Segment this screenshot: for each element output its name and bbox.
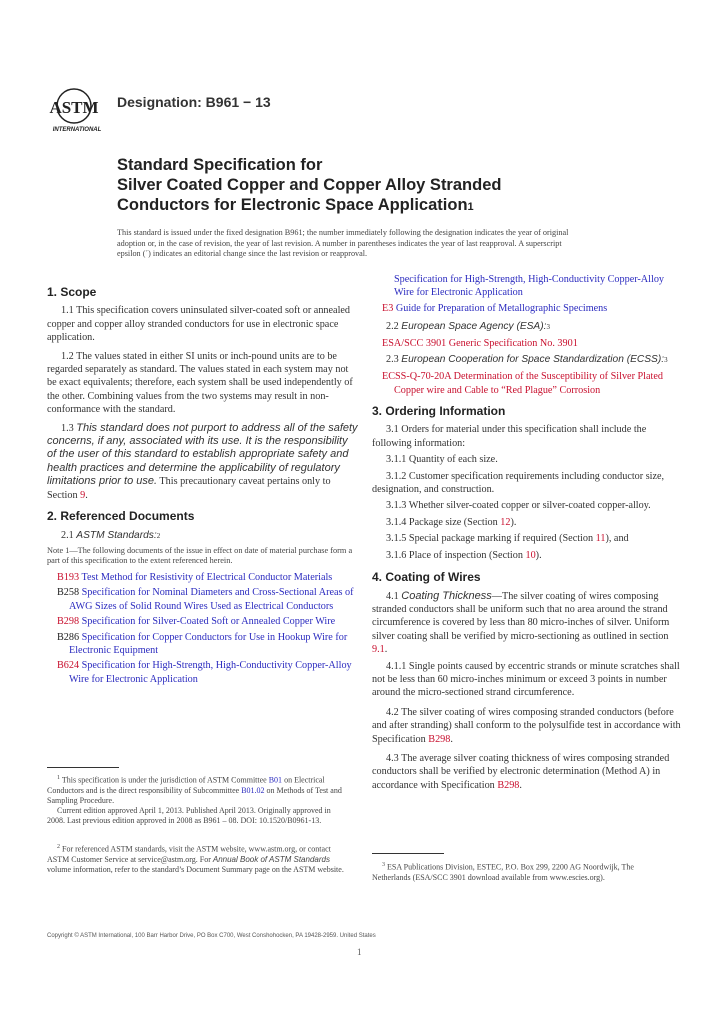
title-line-2: Silver Coated Copper and Copper Alloy Stranded [117, 176, 502, 194]
ref-b298[interactable]: B298 Specification for Silver-Coated Soft or Annealed Copper Wire [57, 616, 336, 628]
title-superscript: 1 [467, 201, 474, 213]
footnote-1-edition: Current edition approved April 1, 2013. Published April 2013. Originally approved in 2008. Last previous edition approved in 2008 as B961 – 08. DOI: 10.1520/B0961-13. [47, 805, 331, 825]
section-2-heading: 2. Referenced Documents [47, 509, 195, 524]
link-section-9-1[interactable]: 9.1 [372, 644, 385, 656]
link-section-11[interactable]: 11 [595, 533, 606, 545]
para-4-2: 4.2 The silver coating of wires composing stranded conductors (before and after stranding) shall conform to the polysulfide test in accordance with Specification B298. [372, 706, 681, 745]
para-2-1: 2.1 ASTM Standards:2 [61, 529, 161, 541]
page-title [117, 155, 537, 217]
para-4-1: 4.1 Coating Thickness—The silver coating of wires composing stranded conductors shall be uniform such that no area around the strand circumference is covered by less than 80 micro-inches of silver. Uniform silver coating shall be verified by micro-sectioning as outlined in section 9.1. [372, 589, 670, 656]
link-section-12[interactable]: 12 [500, 516, 511, 528]
footnote-1: $^1$ This specification is under the jurisdiction of ASTM Committee B01 on Electrical Conductors and is the direct responsibility of Subcommittee B01.02 on Methods of Test and Sampling Procedure. Current edition approved April 1, 2013. Published April 2013. Originally approved in 2008. Last previous edition approved in 2008 as B961 – 08. DOI: 10.1520/B0961-13. [47, 773, 347, 826]
designation: Designation: B961 − 13 [117, 94, 271, 110]
para-3-1-5: 3.1.5 Special package marking if required (Section 11), and [386, 533, 629, 545]
ref-b286[interactable]: B286 Specification for Copper Conductors for Use in Hookup Wire for Electronic Equipment [57, 631, 348, 656]
para-3-1-4: 3.1.4 Package size (Section 12). [386, 516, 517, 528]
link-b298-a[interactable]: B298 [428, 733, 451, 745]
astm-logo [48, 86, 110, 134]
right-column [372, 273, 684, 795]
para-3-1-6: 3.1.6 Place of inspection (Section 10). [386, 549, 542, 561]
para-1-3: 1.3 This standard does not purport to address all of the safety concerns, if any, associated with its use. It is the responsibility of the user of this standard to establish appropriate safety and health practices and determine the applicability of regulatory limitations prior to use. This precautionary caveat pertains only to Section 9. [47, 421, 358, 501]
link-section-9[interactable]: 9 [80, 489, 86, 501]
ref-e3[interactable]: E3 Guide for Preparation of Metallographic Specimens [382, 302, 608, 314]
ref-b624-continued[interactable]: Specification for High-Strength, High-Conductivity Copper-Alloy Wire for Electronic Application [394, 273, 665, 299]
left-column [47, 285, 359, 685]
footnote-rule-right [372, 853, 444, 854]
section-4-heading: 4. Coating of Wires [372, 570, 481, 585]
title-line-1: Standard Specification for [117, 156, 323, 174]
svg-text:INTERNATIONAL: INTERNATIONAL [52, 127, 102, 133]
svg-text:ASTM: ASTM [49, 98, 99, 117]
para-1-1: 1.1 This specification covers uninsulated silver-coated soft or annealed copper and copper alloy stranded conductors for use in electronic space application. [47, 305, 351, 344]
para-3-1-2: 3.1.2 Customer specification requirements including conductor size, designation, and construction. [372, 470, 665, 496]
para-4-1-1: 4.1.1 Single points caused by eccentric strands or minute scratches shall not be less than 60 micro-inches minimum or exceed 3 points in number around the micro-sectioned strand circumference. [372, 660, 680, 699]
title-line-3: Conductors for Electronic Space Application1 [117, 196, 474, 214]
copyright-footer: Copyright © ASTM International, 100 Barr Harbor Drive, PO Box C700, West Conshohocken, PA 19428-2959. United States [47, 933, 376, 939]
para-3-1-1: 3.1.1 Quantity of each size. [386, 454, 498, 466]
ref-ecss-q-70-20a[interactable]: ECSS-Q-70-20A Determination of the Susceptibility of Silver Plated Copper wire and Cable to “Red Plague” Corrosion [382, 371, 663, 396]
note-1: Note 1—The following documents of the issue in effect on date of material purchase form a part of this specification to the extent referenced herein. [47, 545, 353, 566]
link-b01-02[interactable]: B01.02 [241, 785, 265, 795]
footnote-rule-left [47, 767, 119, 768]
ref-b258[interactable]: B258 Specification for Nominal Diameters and Cross-Sectional Areas of AWG Sizes of Solid Round Wires Used as Electrical Conductors [57, 587, 354, 612]
para-3-1: 3.1 Orders for material under this specification shall include the following information: [372, 424, 647, 449]
astm-reference-list [47, 571, 359, 685]
link-b298-b[interactable]: B298 [497, 779, 520, 791]
issue-note: This standard is issued under the fixed designation B961; the number immediately following the designation indicates the year of original adoption or, in the case of revision, the year of last revision. A number in parentheses indicates the year of last reapproval. A superscript epsilon (´) indicates an editorial change since the last revision or reapproval. [117, 228, 569, 258]
para-2-2: 2.2 European Space Agency (ESA):3 [386, 321, 550, 333]
ref-b624[interactable]: B624 Specification for High-Strength, High-Conductivity Copper-Alloy Wire for Electronic Application [57, 660, 352, 685]
footnote-3: $^3$ ESA Publications Division, ESTEC, P.O. Box 299, 2200 AG Noordwijk, The Netherlands (ESA/SCC 3901 download available from www.escies.org). [372, 862, 634, 882]
para-1-2: 1.2 The values stated in either SI units or inch-pound units are to be regarded separately as standard. The values stated in each system may not be exact equivalents; therefore, each system shall be used independently of the other. Combining values from the two systems may result in non-conformance with the standard. [47, 350, 353, 416]
section-1-heading: 1. Scope [47, 285, 97, 299]
para-2-3: 2.3 European Cooperation for Space Standardization (ECSS):3 [386, 353, 668, 365]
page-number: 1 [357, 947, 362, 957]
para-3-1-3: 3.1.3 Whether silver-coated copper or silver-coated copper-alloy. [386, 500, 651, 512]
ref-esa-scc-3901[interactable]: ESA/SCC 3901 Generic Specification No. 3901 [382, 338, 578, 350]
ref-b193[interactable]: B193 Test Method for Resistivity of Electrical Conductor Materials [57, 571, 333, 583]
footnote-2: $^2$ For referenced ASTM standards, visit the ASTM website, www.astm.org, or contact ASTM Customer Service at service@astm.org. For Annual Book of ASTM Standards volume information, refer to the standard’s Document Summary page on the ASTM website. [47, 844, 344, 874]
link-b01[interactable]: B01 [268, 775, 283, 785]
link-section-10[interactable]: 10 [525, 549, 536, 561]
section-3-heading: 3. Ordering Information [372, 404, 506, 419]
para-4-3: 4.3 The average silver coating thickness of wires composing stranded conductors shall be verified by electronic determination (Method A) in accordance with Specification B298. [372, 752, 670, 791]
